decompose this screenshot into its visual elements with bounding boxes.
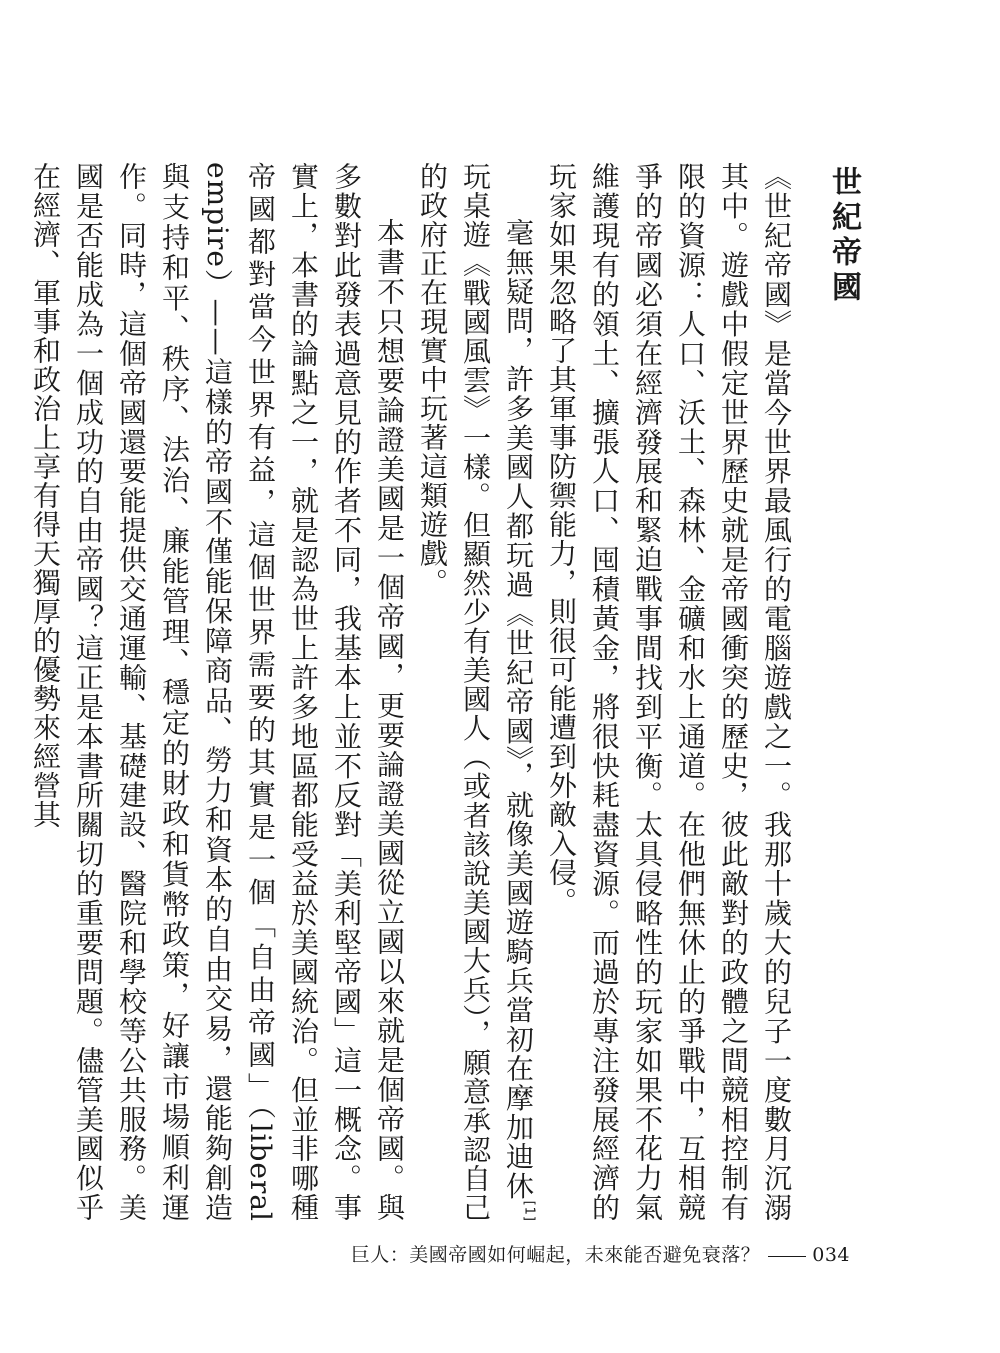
paragraph-1: 《世紀帝國》是當今世界最風行的電腦遊戲之一。我那十歲大的兒子一度數月沉溺其中。遊戲中假定世界歷史就是帝國衝突的歷史，彼此敵對的政體之間競相控制有限的資源：人口、沃土、森林、金礦和水上通道。在他們無休止的爭戰中，互相競爭的帝國必須在經濟發展和緊迫戰事間找到平衡。太具侵略性的玩家如果不花力氣維護現有的領土、擴張人口、囤積黃金，將很快耗盡資源。而過於專注發展經濟的玩家如果忽略了其軍事防禦能力，則很可能遭到外敵入侵。 [545,162,793,1222]
paragraph-2-text-before-note: 毫無疑問，許多美國人都玩過《世紀帝國》，就像美國遊騎兵當初在摩加迪休 [502,218,535,1201]
section-heading: 世紀帝國 [826,166,861,306]
footer-book-title: 巨人：美國帝國如何崛起，未來能否避免衰落？ [350,1244,761,1266]
running-footer [351,1240,850,1267]
page-number: 034 [812,1244,850,1266]
footer-dash-divider [768,1256,806,1257]
paragraph-2 [411,162,540,1222]
footnote-reference[interactable]: [1] [521,1200,537,1222]
vertical-text-body [24,162,865,1222]
paragraph-2-text-after-note: 玩桌遊《戰國風雲》一樣。但顯然少有美國人（或者該說美國大兵），願意承認自己的政府正在現實中玩著這類遊戲。 [416,162,492,1222]
paragraph-3: 本書不只想要論證美國是一個帝國，更要論證美國從立國以來就是個帝國。與多數對此發表過意見的作者不同，我基本上並不反對「美利堅帝國」這一概念。事實上，本書的論點之一，就是認為世上許多地區都能受益於美國統治。但並非哪種帝國都對當今世界有益，這個世界需要的其實是一個「自由帝國」（liberal empire）——這樣的帝國不僅能保障商品、勞力和資本的自由交易，還能夠創造與支持和平、秩序、法治、廉能管理、穩定的財政和貨幣政策，好讓市場順利運作。同時，這個帝國還要能提供交通運輸、基礎建設、醫院和學校等公共服務。美國是否能成為一個成功的自由帝國？這正是本書所關切的重要問題。儘管美國似乎在經濟、軍事和政治上享有得天獨厚的優勢來經營其 [29,162,406,1222]
